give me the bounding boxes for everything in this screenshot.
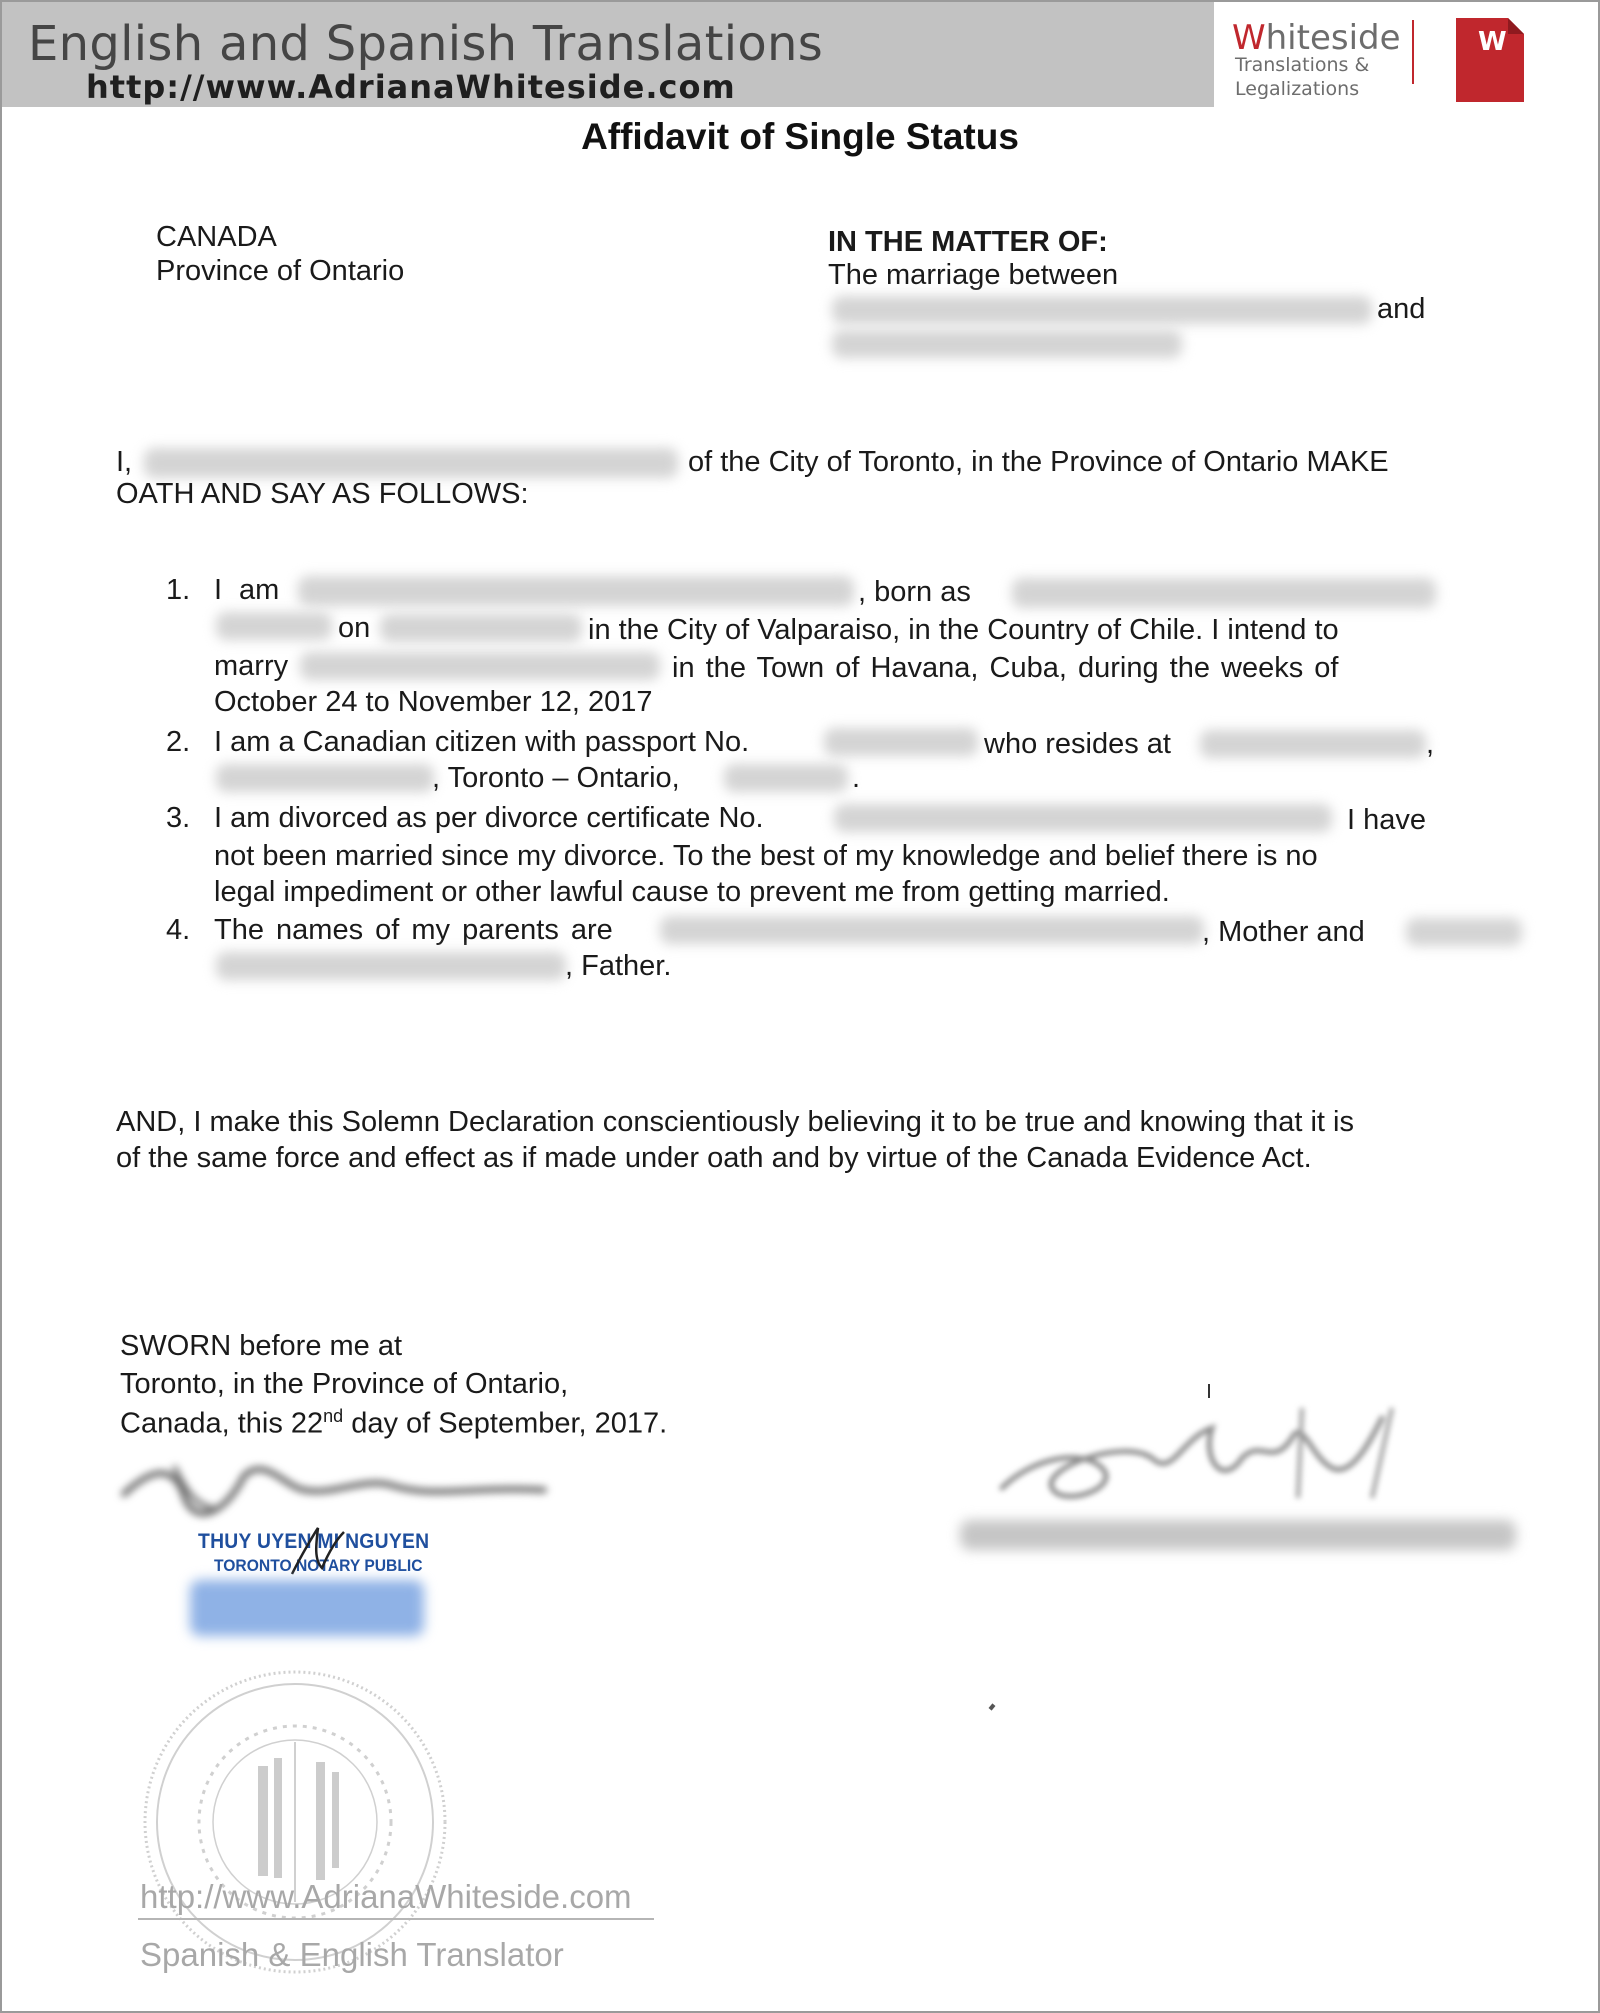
footer-url: http://www.AdrianaWhiteside.com xyxy=(140,1878,632,1915)
item-number: 2. xyxy=(166,726,191,758)
item-text: , Mother and xyxy=(1202,916,1365,948)
notary-stamp-name: THUY UYEN MI NGUYEN xyxy=(198,1530,430,1553)
redacted-applicant-name xyxy=(960,1520,1516,1550)
notary-seal-icon xyxy=(120,1662,470,1982)
redacted-name xyxy=(832,330,1182,358)
redacted-name xyxy=(300,652,660,680)
redacted-name xyxy=(1012,578,1436,608)
redacted-name xyxy=(144,448,678,478)
item-text: , Father. xyxy=(565,950,672,982)
applicant-signature-icon xyxy=(972,1398,1422,1518)
logo-name: Whiteside xyxy=(1232,18,1401,58)
redacted-passport xyxy=(824,728,978,756)
country-label: CANADA xyxy=(156,221,277,253)
redacted-certificate xyxy=(834,804,1332,832)
sworn-line-3: Canada, this 22nd day of September, 2017. xyxy=(120,1406,668,1440)
signature-mark xyxy=(1208,1384,1210,1398)
item-text: am xyxy=(239,574,280,606)
redacted-postal-code xyxy=(724,764,848,792)
oath-text-1: of the City of Toronto, in the Province of Ontario MAKE xyxy=(688,446,1389,478)
declaration-line-2: of the same force and effect as if made under oath and by virtue of the Canada Evidence Act. xyxy=(116,1142,1312,1174)
logo-tagline-1: Translations & xyxy=(1235,54,1370,76)
redacted-name xyxy=(1406,918,1522,946)
redacted-name xyxy=(298,576,854,606)
oath-text-2: OATH AND SAY AS FOLLOWS: xyxy=(116,478,529,510)
banner-title: English and Spanish Translations xyxy=(28,16,824,72)
svg-text:W: W xyxy=(1478,27,1507,57)
redacted-name xyxy=(832,296,1372,324)
document-title: Affidavit of Single Status xyxy=(581,116,1019,157)
item-text: I am divorced as per divorce certificate No. xyxy=(214,802,764,834)
item-text: , Toronto – Ontario, xyxy=(432,762,680,794)
item-number: 3. xyxy=(166,802,191,834)
redacted-name xyxy=(216,952,566,980)
declaration-line-1: AND, I make this Solemn Declaration conscientiously believing it to be true and knowing that it is xyxy=(116,1106,1354,1138)
redacted-stamp-details xyxy=(190,1580,424,1636)
item-text: legal impediment or other lawful cause to prevent me from getting married. xyxy=(214,876,1170,908)
item-text: , xyxy=(1426,728,1435,760)
item-text: The names of my parents are xyxy=(214,914,613,946)
item-number: 1. xyxy=(166,574,191,606)
item-text: marry xyxy=(214,650,289,682)
redacted-name xyxy=(660,916,1204,944)
item-text: in the Town of Havana, Cuba, during the weeks of xyxy=(672,652,1339,684)
paper-speck xyxy=(989,1703,996,1710)
item-text: , born as xyxy=(858,576,971,608)
item-text: I xyxy=(214,574,223,606)
sworn-line-2: Toronto, in the Province of Ontario, xyxy=(120,1368,569,1400)
matter-heading: IN THE MATTER OF: xyxy=(828,226,1108,258)
logo-tagline-2: Legalizations xyxy=(1235,78,1360,100)
notary-initials-icon xyxy=(288,1524,348,1580)
company-logo xyxy=(1214,2,1598,107)
sworn-line-1: SWORN before me at xyxy=(120,1330,403,1362)
notary-stamp-title: TORONTO NOTARY PUBLIC xyxy=(214,1556,423,1575)
redacted-date xyxy=(380,614,582,642)
province-label: Province of Ontario xyxy=(156,255,405,287)
header-banner xyxy=(2,2,1598,107)
redacted-address xyxy=(216,764,434,792)
matter-conjunction: and xyxy=(1377,293,1426,325)
footer-divider xyxy=(138,1918,654,1920)
banner-url: http://www.AdrianaWhiteside.com xyxy=(86,68,736,106)
item-text: not been married since my divorce. To the best of my knowledge and belief there is no xyxy=(214,840,1318,872)
logo-mark-icon xyxy=(1456,18,1524,102)
redacted-address xyxy=(1200,730,1426,758)
logo-divider xyxy=(1412,20,1414,84)
oath-lead: I, xyxy=(116,446,133,478)
item-text: who resides at xyxy=(984,728,1171,760)
matter-line: The marriage between xyxy=(828,259,1119,291)
item-text: on xyxy=(338,612,371,644)
item-text: . xyxy=(852,762,861,794)
item-number: 4. xyxy=(166,914,191,946)
item-text: October 24 to November 12, 2017 xyxy=(214,686,653,718)
item-text: I have xyxy=(1347,804,1426,836)
item-text: I am a Canadian citizen with passport No. xyxy=(214,726,750,758)
redacted-name xyxy=(216,612,332,640)
item-text: in the City of Valparaiso, in the Country of Chile. I intend to xyxy=(588,614,1339,646)
footer-role: Spanish & English Translator xyxy=(140,1936,564,1973)
notary-signature-icon xyxy=(114,1446,554,1526)
